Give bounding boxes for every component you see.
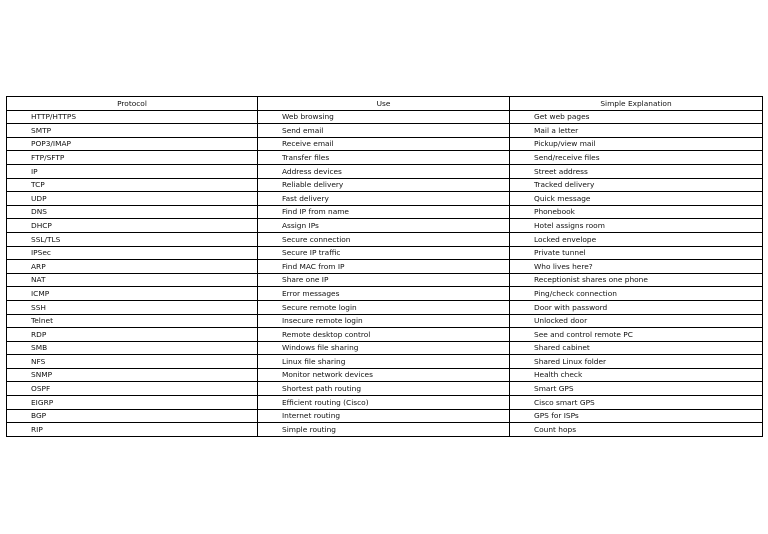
explanation-cell: Tracked delivery: [510, 178, 763, 192]
use-cell: Secure IP traffic: [258, 246, 510, 260]
protocol-cell: NAT: [7, 273, 258, 287]
protocol-cell: IP: [7, 164, 258, 178]
protocol-cell: SMB: [7, 341, 258, 355]
protocol-cell: ICMP: [7, 287, 258, 301]
explanation-cell: Shared cabinet: [510, 341, 763, 355]
column-header-simple-explanation: Simple Explanation: [510, 97, 763, 111]
table-header-row: [7, 97, 763, 111]
explanation-cell: Private tunnel: [510, 246, 763, 260]
explanation-cell: Shared Linux folder: [510, 355, 763, 369]
use-cell: Shortest path routing: [258, 382, 510, 396]
use-cell: Internet routing: [258, 409, 510, 423]
explanation-cell: GPS for ISPs: [510, 409, 763, 423]
explanation-cell: Unlocked door: [510, 314, 763, 328]
table-row: [7, 124, 763, 138]
protocol-table: [6, 96, 763, 437]
use-cell: Transfer files: [258, 151, 510, 165]
use-cell: Simple routing: [258, 423, 510, 437]
use-cell: Share one IP: [258, 273, 510, 287]
protocol-cell: SSH: [7, 300, 258, 314]
use-cell: Send email: [258, 124, 510, 138]
explanation-cell: Quick message: [510, 192, 763, 206]
table-row: [7, 409, 763, 423]
use-cell: Insecure remote login: [258, 314, 510, 328]
use-cell: Assign IPs: [258, 219, 510, 233]
table-row: [7, 341, 763, 355]
protocol-cell: POP3/IMAP: [7, 137, 258, 151]
protocol-cell: ARP: [7, 260, 258, 274]
explanation-cell: Receptionist shares one phone: [510, 273, 763, 287]
table-row: [7, 137, 763, 151]
table-row: [7, 368, 763, 382]
explanation-cell: Get web pages: [510, 110, 763, 124]
use-cell: Efficient routing (Cisco): [258, 396, 510, 410]
use-cell: Secure connection: [258, 232, 510, 246]
protocol-cell: IPSec: [7, 246, 258, 260]
explanation-cell: Locked envelope: [510, 232, 763, 246]
table-row: [7, 246, 763, 260]
protocol-cell: UDP: [7, 192, 258, 206]
protocol-cell: HTTP/HTTPS: [7, 110, 258, 124]
table-row: [7, 260, 763, 274]
use-cell: Secure remote login: [258, 300, 510, 314]
protocol-cell: EIGRP: [7, 396, 258, 410]
explanation-cell: Who lives here?: [510, 260, 763, 274]
table-row: [7, 110, 763, 124]
table-row: [7, 164, 763, 178]
protocol-cell: RIP: [7, 423, 258, 437]
explanation-cell: Smart GPS: [510, 382, 763, 396]
use-cell: Find MAC from IP: [258, 260, 510, 274]
protocol-cell: RDP: [7, 328, 258, 342]
protocol-cell: FTP/SFTP: [7, 151, 258, 165]
use-cell: Web browsing: [258, 110, 510, 124]
explanation-cell: Street address: [510, 164, 763, 178]
table-row: [7, 219, 763, 233]
table-row: [7, 355, 763, 369]
use-cell: Reliable delivery: [258, 178, 510, 192]
explanation-cell: Count hops: [510, 423, 763, 437]
table-row: [7, 382, 763, 396]
use-cell: Find IP from name: [258, 205, 510, 219]
explanation-cell: Ping/check connection: [510, 287, 763, 301]
table-row: [7, 328, 763, 342]
table-row: [7, 192, 763, 206]
table-body: [7, 110, 763, 436]
protocol-cell: NFS: [7, 355, 258, 369]
table-row: [7, 423, 763, 437]
protocol-cell: Telnet: [7, 314, 258, 328]
use-cell: Address devices: [258, 164, 510, 178]
use-cell: Linux file sharing: [258, 355, 510, 369]
column-header-protocol: Protocol: [7, 97, 258, 111]
protocol-cell: SNMP: [7, 368, 258, 382]
explanation-cell: Health check: [510, 368, 763, 382]
explanation-cell: Send/receive files: [510, 151, 763, 165]
use-cell: Windows file sharing: [258, 341, 510, 355]
protocol-cell: SMTP: [7, 124, 258, 138]
use-cell: Error messages: [258, 287, 510, 301]
explanation-cell: Phonebook: [510, 205, 763, 219]
column-header-use: Use: [258, 97, 510, 111]
explanation-cell: Door with password: [510, 300, 763, 314]
explanation-cell: See and control remote PC: [510, 328, 763, 342]
use-cell: Remote desktop control: [258, 328, 510, 342]
explanation-cell: Pickup/view mail: [510, 137, 763, 151]
table-row: [7, 151, 763, 165]
protocol-cell: DHCP: [7, 219, 258, 233]
explanation-cell: Mail a letter: [510, 124, 763, 138]
table-row: [7, 178, 763, 192]
table-row: [7, 273, 763, 287]
table-row: [7, 205, 763, 219]
protocol-cell: TCP: [7, 178, 258, 192]
table-row: [7, 300, 763, 314]
protocol-cell: OSPF: [7, 382, 258, 396]
table-row: [7, 287, 763, 301]
use-cell: Fast delivery: [258, 192, 510, 206]
protocol-cell: DNS: [7, 205, 258, 219]
table-row: [7, 314, 763, 328]
use-cell: Receive email: [258, 137, 510, 151]
use-cell: Monitor network devices: [258, 368, 510, 382]
table-row: [7, 232, 763, 246]
explanation-cell: Hotel assigns room: [510, 219, 763, 233]
protocol-cell: SSL/TLS: [7, 232, 258, 246]
table-row: [7, 396, 763, 410]
protocol-cell: BGP: [7, 409, 258, 423]
explanation-cell: Cisco smart GPS: [510, 396, 763, 410]
